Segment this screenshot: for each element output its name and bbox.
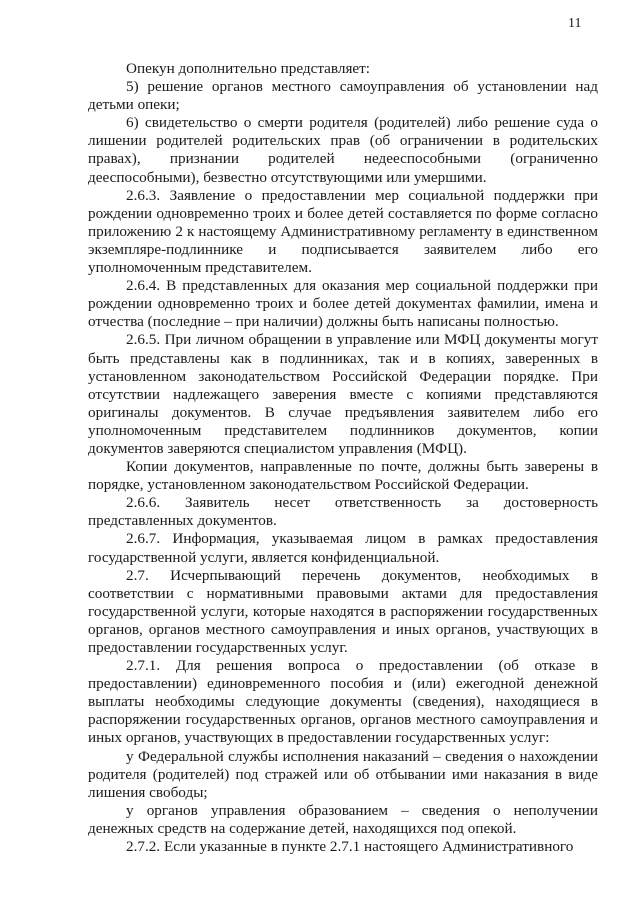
paragraph: 2.7. Исчерпывающий перечень документов, необходимых в соответствии с нормативными правовыми актами для предоставления государственной услуги, которые находятся в распоряжении государственных органов, органов местного самоуправления и иных органов, участвующих в предоставлении государственных услуг. <box>88 566 598 656</box>
paragraph: 6) свидетельство о смерти родителя (родителей) либо решение суда о лишении родителей родительских прав (об ограничении в родительских правах), признании родителей недееспособными (ограниченно дееспособными), безвестно отсутствующими или умершими. <box>88 114 598 186</box>
paragraph: Опекун дополнительно представляет: <box>126 60 371 77</box>
paragraph: 5) решение органов местного самоуправления об установлении над детьми опеки; <box>88 78 598 114</box>
paragraph: 2.6.5. При личном обращении в управление или МФЦ документы могут быть представлены как в подлинниках, так и в копиях, заверенных в установленном законодательством Российской Федерации порядке. При отсутствии надлежащего заверения вместе с копиями представляются оригиналы документов. В случае предъявления заявителем либо его уполномоченным представителем подлинников документов, копии документов заверяются специалистом управления (МФЦ). <box>88 331 598 457</box>
paragraph: 2.7.2. Если указанные в пункте 2.7.1 настоящего Административного <box>126 838 574 856</box>
paragraph: 2.6.3. Заявление о предоставлении мер социальной поддержки при рождении одновременно троих и более детей составляется по форме согласно приложению 2 к настоящему Административному регламенту в единственном экземпляре-подлиннике и подписывается заявителем либо его уполномоченным представителем. <box>88 186 598 277</box>
paragraph: у Федеральной службы исполнения наказаний – сведения о нахождении родителя (родителей) под стражей или об отбывании ими наказания в виде лишения свободы; <box>88 747 598 801</box>
paragraph: Копии документов, направленные по почте, должны быть заверены в порядке, установленном законодательством Российской Федерации. <box>88 458 598 494</box>
paragraph: 2.7.1. Для решения вопроса о предоставлении (об отказе в предоставлении) единовременного пособия и (или) ежегодной денежной выплаты необходимы следующие документы (сведения), находящиеся в распоряжении государственных органов, органов местного самоуправления и иных органов, участвующих в предоставлении государственных услуг: <box>88 657 598 747</box>
page-number: 11 <box>568 16 582 31</box>
document-body <box>88 60 598 856</box>
paragraph: 2.6.7. Информация, указываемая лицом в рамках предоставления государственной услуги, является конфиденциальной. <box>88 530 598 566</box>
paragraph: 2.6.4. В представленных для оказания мер социальной поддержки при рождении одновременно троих и более детей документах фамилии, имена и отчества (последние – при наличии) должны быть написаны полностью. <box>88 277 598 331</box>
paragraph: у органов управления образованием – сведения о неполучении денежных средств на содержание детей, находящихся под опекой. <box>88 801 598 837</box>
paragraph: 2.6.6. Заявитель несет ответственность за достоверность представленных документов. <box>88 494 598 530</box>
